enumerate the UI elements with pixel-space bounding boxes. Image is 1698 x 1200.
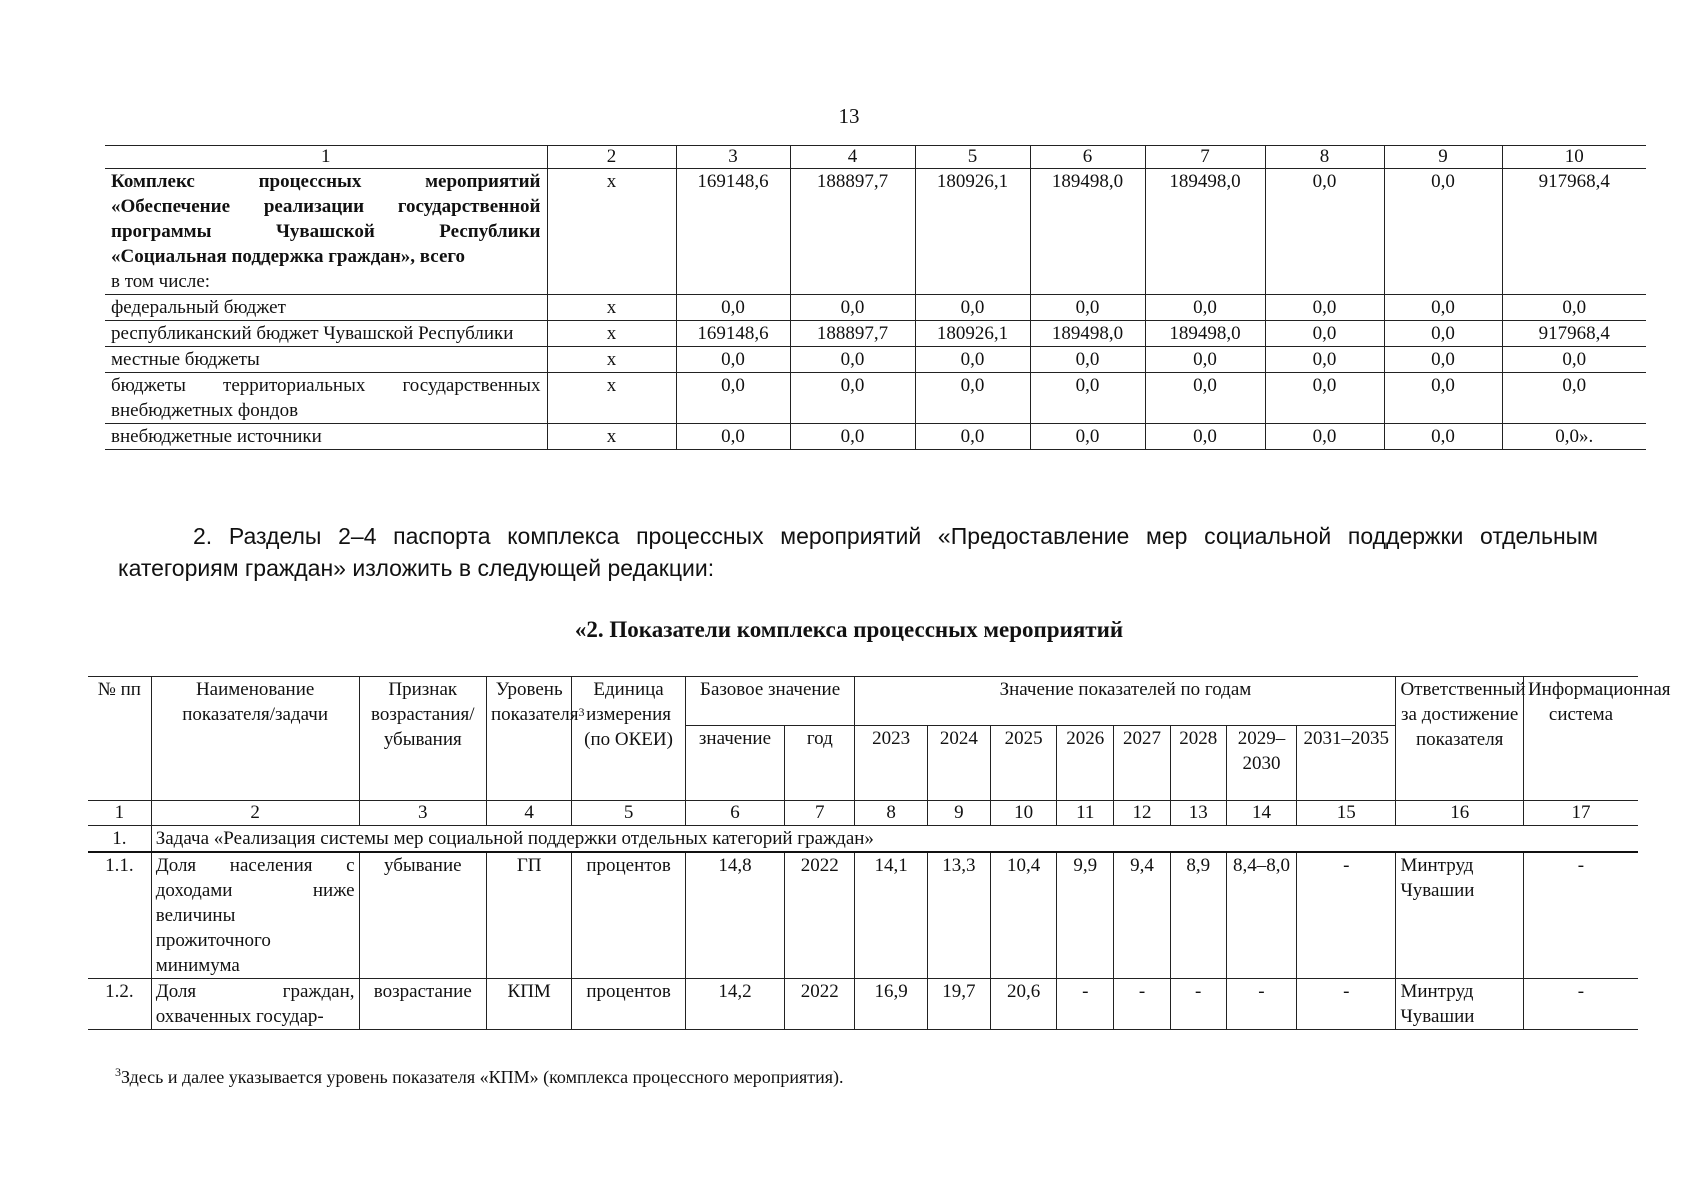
column-number: 2	[151, 801, 359, 826]
column-number: 14	[1226, 801, 1296, 826]
header-year: 2028	[1170, 726, 1226, 801]
finance-cell: 0,0	[1502, 295, 1646, 321]
indicator-value: 13,3	[927, 852, 990, 979]
finance-cell: 189498,0	[1030, 321, 1145, 347]
indicator-value: 8,4–8,0	[1226, 852, 1296, 979]
finance-cell: 0,0	[790, 295, 915, 321]
finance-row-name: федеральный бюджет	[105, 295, 547, 321]
finance-cell: 0,0	[1265, 424, 1384, 450]
indicator-value: -	[1170, 979, 1226, 1030]
column-number: 8	[855, 801, 927, 826]
finance-cell: 0,0	[1145, 424, 1265, 450]
indicator-value: -	[1057, 979, 1114, 1030]
indicator-sign: возрастание	[359, 979, 486, 1030]
finance-cell: 0,0	[790, 347, 915, 373]
column-number: 12	[1114, 801, 1170, 826]
finance-cell: x	[547, 347, 676, 373]
finance-col-number: 8	[1265, 146, 1384, 169]
column-number: 9	[927, 801, 990, 826]
footnote-ref: 3	[578, 705, 585, 719]
indicator-base-value: 14,2	[685, 979, 784, 1030]
finance-col-number: 6	[1030, 146, 1145, 169]
indicator-name: Доля граждан, охваченных государ-	[151, 979, 359, 1030]
column-number: 16	[1396, 801, 1523, 826]
finance-cell: 0,0	[676, 424, 790, 450]
finance-cell: x	[547, 295, 676, 321]
task-num: 1.	[88, 826, 151, 853]
indicator-info-system: -	[1523, 852, 1638, 979]
finance-cell: 0,0	[1265, 347, 1384, 373]
finance-col-number: 4	[790, 146, 915, 169]
finance-col-number: 10	[1502, 146, 1646, 169]
footnote-text: Здесь и далее указывается уровень показателя «КПМ» (комплекса процессного мероприятия).	[121, 1067, 844, 1087]
indicator-row	[88, 979, 1638, 1030]
finance-col-number: 5	[915, 146, 1030, 169]
column-number: 3	[359, 801, 486, 826]
finance-cell: 0,0	[1145, 347, 1265, 373]
indicator-responsible: Минтруд Чувашии	[1396, 979, 1523, 1030]
indicator-value: 20,6	[990, 979, 1056, 1030]
finance-cell: 0,0	[1265, 295, 1384, 321]
header-num: № пп	[88, 677, 151, 801]
finance-cell: 0,0	[1384, 347, 1502, 373]
finance-row	[105, 347, 1646, 373]
finance-cell: x	[547, 373, 676, 424]
column-number: 4	[487, 801, 572, 826]
header-year: 2031–2035	[1297, 726, 1396, 801]
finance-cell: x	[547, 169, 676, 295]
finance-cell: 0,0	[915, 295, 1030, 321]
finance-row-name: внебюджетные источники	[105, 424, 547, 450]
indicator-unit: процентов	[572, 979, 685, 1030]
header-level	[487, 677, 585, 801]
indicators-header-row	[88, 677, 1638, 726]
finance-row-name: бюджеты территориальных государственных внебюджетных фондов	[105, 373, 547, 424]
header-years-group: Значение показателей по годам	[855, 677, 1396, 726]
finance-col-number: 1	[105, 146, 547, 169]
column-number: 6	[685, 801, 784, 826]
header-year: 2027	[1114, 726, 1170, 801]
finance-cell: 0,0	[1030, 295, 1145, 321]
finance-table	[105, 145, 1646, 450]
indicator-value: 14,1	[855, 852, 927, 979]
indicator-level: КПМ	[487, 979, 572, 1030]
finance-cell: 0,0	[1384, 295, 1502, 321]
finance-cell: 0,0».	[1502, 424, 1646, 450]
finance-total-subtitle: в том числе:	[111, 271, 211, 292]
finance-cell: 0,0	[1265, 169, 1384, 295]
column-number: 1	[88, 801, 151, 826]
indicator-value: 9,9	[1057, 852, 1114, 979]
header-unit: Единица измерения (по ОКЕИ)	[572, 677, 685, 801]
finance-row	[105, 424, 1646, 450]
finance-cell: 189498,0	[1145, 321, 1265, 347]
section-title: «2. Показатели комплекса процессных мероприятий	[574, 617, 1124, 642]
finance-row	[105, 321, 1646, 347]
header-base-year: год	[785, 726, 855, 801]
finance-cell: 0,0	[1030, 424, 1145, 450]
column-number: 10	[990, 801, 1056, 826]
header-year: 2029–2030	[1226, 726, 1296, 801]
header-responsible: Ответственный за достижение показателя	[1396, 677, 1523, 801]
column-number: 13	[1170, 801, 1226, 826]
indicator-responsible: Минтруд Чувашии	[1396, 852, 1523, 979]
column-number: 17	[1523, 801, 1638, 826]
finance-cell: 0,0	[1030, 373, 1145, 424]
finance-cell: 0,0	[1384, 169, 1502, 295]
indicator-value: -	[1297, 852, 1396, 979]
finance-cell: 0,0	[1384, 321, 1502, 347]
finance-col-number: 2	[547, 146, 676, 169]
indicator-base-year: 2022	[785, 852, 855, 979]
column-number: 7	[785, 801, 855, 826]
footnote	[115, 1067, 844, 1088]
finance-cell: 0,0	[790, 424, 915, 450]
column-number: 5	[572, 801, 685, 826]
header-info-system: Информационная система	[1523, 677, 1638, 801]
finance-cell: 169148,6	[676, 169, 790, 295]
indicator-base-year: 2022	[785, 979, 855, 1030]
header-year: 2024	[927, 726, 990, 801]
finance-col-number: 9	[1384, 146, 1502, 169]
indicators-table	[88, 676, 1671, 1030]
finance-cell: 189498,0	[1030, 169, 1145, 295]
indicator-level: ГП	[487, 852, 572, 979]
finance-cell: x	[547, 321, 676, 347]
task-text: Задача «Реализация системы мер социальной поддержки отдельных категорий граждан»	[151, 826, 1638, 853]
page-number: 13	[838, 104, 860, 128]
finance-cell: 189498,0	[1145, 169, 1265, 295]
finance-cell: 0,0	[915, 347, 1030, 373]
finance-cell: 0,0	[1502, 373, 1646, 424]
indicator-num: 1.1.	[88, 852, 151, 979]
finance-cell: 0,0	[676, 295, 790, 321]
finance-cell: x	[547, 424, 676, 450]
finance-col-number: 7	[1145, 146, 1265, 169]
indicator-num: 1.2.	[88, 979, 151, 1030]
indicator-value: 8,9	[1170, 852, 1226, 979]
finance-cell: 180926,1	[915, 169, 1030, 295]
finance-total-row	[105, 169, 1646, 295]
indicator-unit: процентов	[572, 852, 685, 979]
column-number: 15	[1297, 801, 1396, 826]
indicator-base-value: 14,8	[685, 852, 784, 979]
indicator-value: 10,4	[990, 852, 1056, 979]
finance-total-title: Комплекс процессных мероприятий «Обеспечение реализации государственной программы Чувашской Республики «Социальная поддержка граждан», всего	[111, 171, 541, 267]
indicator-value: -	[1226, 979, 1296, 1030]
header-base-value: значение	[685, 726, 784, 801]
finance-cell: 188897,7	[790, 169, 915, 295]
finance-cell: 169148,6	[676, 321, 790, 347]
indicator-info-system: -	[1523, 979, 1638, 1030]
finance-row-name: республиканский бюджет Чувашской Республики	[105, 321, 547, 347]
finance-cell: 0,0	[915, 373, 1030, 424]
header-sign: Признак возрастания/убывания	[359, 677, 486, 801]
finance-total-name	[105, 169, 547, 295]
header-level-text: Уровень показателя	[491, 679, 579, 725]
finance-cell: 0,0	[1030, 347, 1145, 373]
indicator-name: Доля населения с доходами ниже величины прожиточного минимума	[151, 852, 359, 979]
indicator-value: 19,7	[927, 979, 990, 1030]
header-name: Наименование показателя/задачи	[151, 677, 359, 801]
indicator-value: -	[1297, 979, 1396, 1030]
header-year: 2026	[1057, 726, 1114, 801]
finance-row	[105, 373, 1646, 424]
indicator-sign: убывание	[359, 852, 486, 979]
instruction-paragraph: 2. Разделы 2–4 паспорта комплекса процессных мероприятий «Предоставление мер социальной поддержки отдельным категориям граждан» изложить в следующей редакции:	[118, 523, 1598, 581]
footnote-marker: 3	[115, 1065, 121, 1079]
finance-cell: 917968,4	[1502, 169, 1646, 295]
finance-cell: 0,0	[1384, 424, 1502, 450]
indicator-value: 16,9	[855, 979, 927, 1030]
finance-cell: 0,0	[676, 347, 790, 373]
finance-header-row	[105, 146, 1646, 169]
header-year: 2025	[990, 726, 1056, 801]
column-number: 11	[1057, 801, 1114, 826]
finance-col-number: 3	[676, 146, 790, 169]
task-row	[88, 826, 1638, 853]
finance-cell: 917968,4	[1502, 321, 1646, 347]
finance-cell: 0,0	[790, 373, 915, 424]
finance-cell: 0,0	[1384, 373, 1502, 424]
finance-cell: 0,0	[1145, 373, 1265, 424]
finance-row	[105, 295, 1646, 321]
header-year: 2023	[855, 726, 927, 801]
finance-cell: 0,0	[915, 424, 1030, 450]
finance-cell: 0,0	[1265, 321, 1384, 347]
finance-cell: 0,0	[1502, 347, 1646, 373]
finance-cell: 0,0	[1265, 373, 1384, 424]
indicator-value: 9,4	[1114, 852, 1170, 979]
finance-row-name: местные бюджеты	[105, 347, 547, 373]
indicator-value: -	[1114, 979, 1170, 1030]
header-base: Базовое значение	[685, 677, 855, 726]
finance-cell: 0,0	[676, 373, 790, 424]
finance-cell: 180926,1	[915, 321, 1030, 347]
column-numbers-row	[88, 801, 1638, 826]
finance-cell: 188897,7	[790, 321, 915, 347]
indicator-row	[88, 852, 1638, 979]
finance-cell: 0,0	[1145, 295, 1265, 321]
